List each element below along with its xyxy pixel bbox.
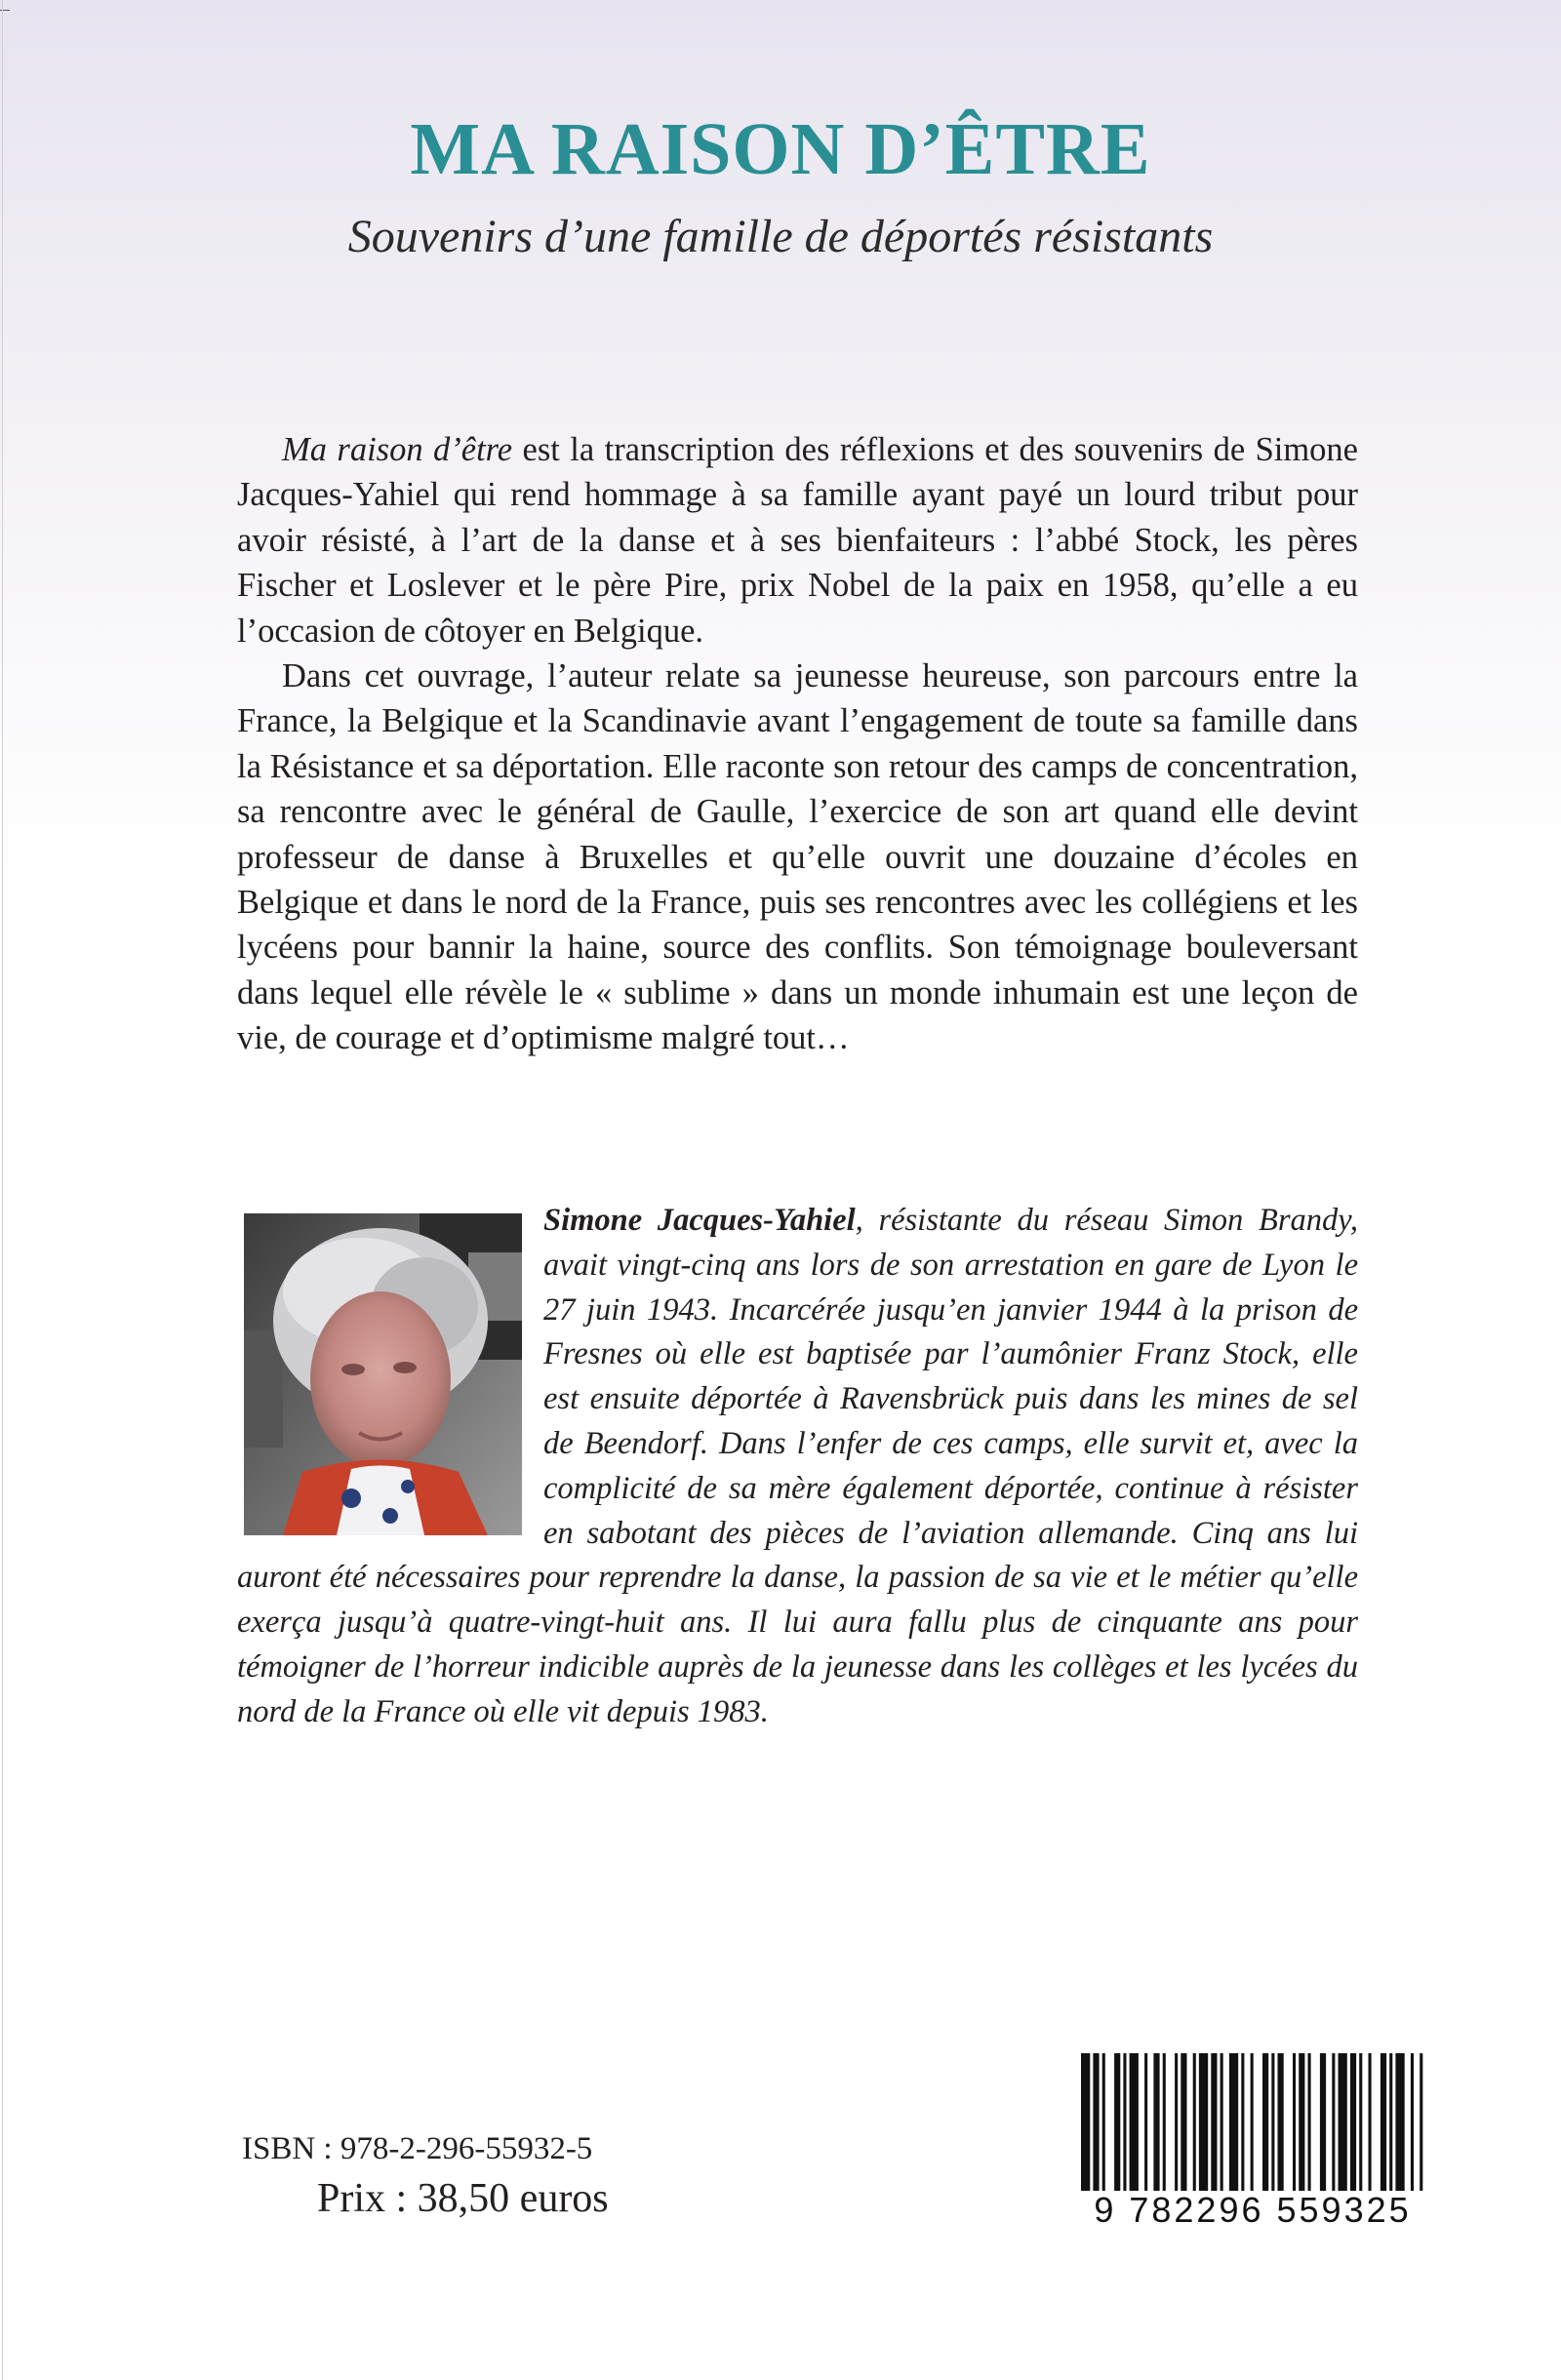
barcode-bar	[1181, 2053, 1186, 2200]
barcode-bar	[1102, 2053, 1105, 2200]
blurb-title-italic: Ma raison d’être	[282, 431, 513, 468]
book-subtitle: Souvenirs d’une famille de déportés résistants	[347, 211, 1214, 262]
author-photo	[244, 1213, 522, 1535]
barcode-bar	[1389, 2053, 1392, 2200]
barcode-bar	[1211, 2053, 1217, 2200]
page-border	[2, 0, 3, 2380]
barcode-bar	[1114, 2053, 1120, 2200]
blurb-paragraph-2: Dans cet ouvrage, l’auteur relate sa jeunesse heureuse, son parcours entre la France, la Belgique et la Scandinavie avant l’engagement de toute sa famille dans la Résistance et sa déportation. Elle raconte son retour des camps de concentration, sa rencontre avec le général de Gaulle, l’exercice de son art quand elle devint professeur de danse à Bruxelles et qu’elle ouvrit une douzaine d’écoles en Belgique et dans le nord de la France, puis ses rencontres avec les collégiens et les lycéens pour bannir la haine, source des conflits. Son témoignage bouleversant dans lequel elle révèle le « sublime » dans un monde inhumain est une leçon de vie, de courage et d’optimisme malgré tout…	[237, 657, 1358, 1057]
barcode-bar	[1339, 2053, 1347, 2200]
author-bio	[237, 1199, 1358, 1735]
barcode-bar	[1332, 2053, 1335, 2200]
blurb-paragraph-1	[237, 427, 1358, 654]
barcode-bar	[1144, 2053, 1147, 2200]
barcode-bar	[1229, 2053, 1238, 2200]
back-cover-blurb	[237, 427, 1358, 1061]
barcode-bar	[1278, 2053, 1284, 2200]
barcode-bar	[1153, 2053, 1159, 2200]
barcode-bar	[1381, 2053, 1386, 2200]
barcode-bar	[1271, 2053, 1274, 2200]
barcode-bar	[1199, 2053, 1208, 2200]
price: Prix : 38,50 euros	[317, 2176, 609, 2221]
barcode-bar	[1221, 2053, 1223, 2200]
barcode-bar	[1251, 2053, 1254, 2200]
barcode-bar	[1193, 2053, 1196, 2200]
barcode-bar	[1262, 2053, 1268, 2200]
barcode-bar	[1299, 2053, 1304, 2200]
barcode-bar	[1395, 2053, 1404, 2200]
barcode-bar	[1175, 2053, 1178, 2200]
blurb-paragraph-1-text: est la transcription des réflexions et des souvenirs de Simone Jacques-Yahiel qui rend hommage à sa famille ayant payé un lourd tribut pour avoir résisté, à l’art de la danse et à ses bienfaiteurs : l’abbé Stock, les pères Fischer et Loslever et le père Pire, prix Nobel de la paix en 1958, qu’elle a eu l’occasion de côtoyer en Belgique.	[237, 431, 1358, 650]
barcode-bar	[1293, 2053, 1296, 2200]
author-name: Simone Jacques-Yahiel	[543, 1203, 856, 1238]
isbn: ISBN : 978-2-296-55932-5	[242, 2131, 593, 2166]
barcode-bar	[1163, 2053, 1166, 2200]
barcode-bar	[1130, 2053, 1139, 2200]
barcode-bar	[1123, 2053, 1126, 2200]
barcode-bar	[1369, 2053, 1372, 2200]
author-bio-text: , résistante du réseau Simon Brandy, avait vingt-cinq ans lors de son arrestation en gare de Lyon le 27 juin 1943. Incarcérée jusqu’en janvier 1944 à la prison de Fresnes où elle est baptisée par l’aumônier Franz Stock, elle est ensuite déportée à Ravensbrück puis dans les mines de sel de Beendorf. Dans l’enfer de ces camps, elle survit et, avec la complicité de sa mère également déportée, continue à résister en sabotant des pièces de l’aviation allemande. Cinq ans lui auront été nécessaires pour reprendre la danse, la passion de sa vie et le métier qu’elle exerça jusqu’à quatre-vingt-huit ans. Il lui aura fallu plus de cinquante ans pour témoigner de l’horreur indicible auprès de la jeunesse dans les collèges et les lycées du nord de la France où elle vit depuis 1983.	[237, 1203, 1358, 1729]
barcode-bar	[1308, 2053, 1311, 2200]
barcode-digits: 9 782296 559325	[1071, 2191, 1434, 2230]
barcode-bar	[1320, 2053, 1326, 2200]
barcode-bar	[1350, 2053, 1356, 2200]
book-title: MA RAISON D’ÊTRE	[410, 108, 1151, 190]
barcode-bar	[1241, 2053, 1244, 2200]
barcode-bar	[1359, 2053, 1362, 2200]
